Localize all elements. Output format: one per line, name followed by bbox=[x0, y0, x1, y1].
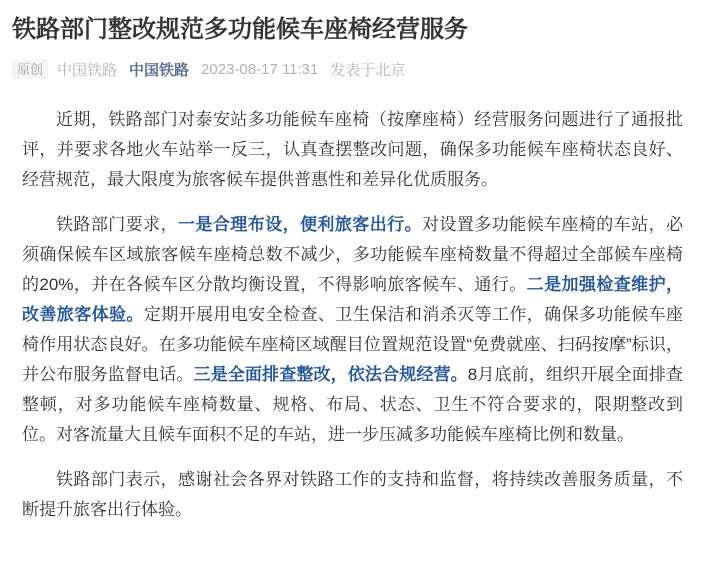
author-name: 中国铁路 bbox=[57, 62, 118, 79]
body-text: 对设置多功能候车座椅的车站，必须确保候车区域旅客候车座椅总数不减少，多功能候车座椅数量不得超过全部候车座椅的20%，并在各候车区分散均衡设置，不得影响旅客候车、通行。 bbox=[22, 215, 683, 294]
emphasis-text: 二是加强检查维护，改善旅客体验。 bbox=[22, 275, 683, 324]
original-badge: 原创 bbox=[12, 60, 48, 79]
article-meta bbox=[12, 59, 693, 80]
article-body bbox=[12, 105, 693, 525]
body-text: 铁路部门要求， bbox=[56, 215, 178, 234]
publish-location: 发表于北京 bbox=[330, 62, 406, 79]
body-text: 近期，铁路部门对泰安站多功能候车座椅（按摩座椅）经营服务问题进行了通报批评，并要求各地火车站举一反三，认真查摆整改问题，确保多功能候车座椅状态良好、经营规范，最大限度为旅客候车提供普惠性和差异化优质服务。 bbox=[22, 110, 683, 189]
article-paragraph bbox=[22, 465, 683, 525]
article-title: 铁路部门整改规范多功能候车座椅经营服务 bbox=[12, 16, 468, 43]
body-text: 8月底前，组织开展全面排查整顿，对多功能候车座椅数量、规格、布局、状态、卫生不符合要求的，限期整改到位。对客流量大且候车面积不足的车站，进一步压减多功能候车座椅比例和数量。 bbox=[22, 365, 683, 444]
account-name-link[interactable]: 中国铁路 bbox=[129, 62, 190, 79]
publish-datetime: 2023-08-17 11:31 bbox=[201, 61, 319, 78]
emphasis-text: 三是全面排查整改，依法合规经营。 bbox=[193, 365, 468, 384]
body-text: 铁路部门表示，感谢社会各界对铁路工作的支持和监督，将持续改善服务质量，不断提升旅客出行体验。 bbox=[22, 470, 683, 519]
article-paragraph bbox=[22, 210, 683, 450]
article-paragraph bbox=[22, 105, 683, 195]
body-text: 定期开展用电安全检查、卫生保洁和消杀灭等工作，确保多功能候车座椅作用状态良好。在多功能候车座椅区域醒目位置规范设置“免费就座、扫码按摩”标识，并公布服务监督电话。 bbox=[22, 305, 684, 384]
emphasis-text: 一是合理布设，便利旅客出行。 bbox=[178, 215, 422, 234]
